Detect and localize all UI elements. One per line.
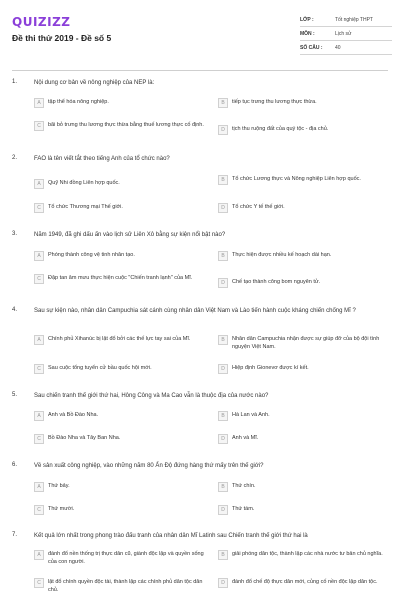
- option-text: Thứ bảy.: [48, 483, 70, 489]
- question-text: Kết quả lớn nhất trong phong trào đấu tranh của nhân dân Mĩ Latinh sau Chiến tranh thế giới thứ hai là: [34, 533, 308, 539]
- option-d[interactable]: [218, 434, 396, 448]
- option-letter: A: [34, 179, 44, 189]
- option-letter: A: [34, 251, 44, 261]
- option-text: Chính phủ Xihanúc bị lật đổ bởi các thế lực tay sai của Mĩ.: [48, 336, 191, 342]
- question-text: Sau sự kiện nào, nhân dân Campuchia sát cánh cùng nhân dân Việt Nam và Lào tiến hành cuộc kháng chiến chống Mĩ ?: [34, 308, 356, 314]
- meta-value: 40: [335, 44, 341, 51]
- question-number: 6.: [12, 462, 18, 468]
- option-letter: D: [218, 203, 228, 213]
- exam-title: Đề thi thử 2019 - Đề số 5: [12, 33, 112, 43]
- option-letter: C: [34, 578, 44, 588]
- option-text: Nhân dân Campuchia nhận được sự giúp đỡ của bộ đội tình nguyện Việt Nam.: [232, 336, 380, 350]
- meta-label: SỐ CÂU :: [300, 44, 323, 51]
- option-a[interactable]: [34, 335, 212, 355]
- option-a[interactable]: [34, 550, 212, 570]
- question-number: 3.: [12, 231, 18, 237]
- option-text: Tổ chức Lương thực và Nông nghiệp Liên hợp quốc.: [232, 176, 361, 182]
- option-text: Thực hiện được nhiều kế hoạch dài hạn.: [232, 252, 332, 258]
- option-c[interactable]: [34, 434, 212, 448]
- question-number: 1.: [12, 79, 18, 85]
- option-letter: D: [218, 434, 228, 444]
- option-text: Chế tạo thành công bom nguyên tử.: [232, 279, 321, 285]
- option-text: tiếp tục trưng thu lương thực thừa.: [232, 99, 317, 105]
- option-c[interactable]: [34, 274, 212, 294]
- question-text: Sau chiến tranh thế giới thứ hai, Hông Công và Ma Cao vẫn là thuộc địa của nước nào?: [34, 393, 269, 399]
- question-1: [12, 79, 392, 141]
- question-3: [12, 231, 392, 299]
- question-5: [12, 392, 392, 448]
- option-text: Quỹ Nhi đồng Liên hợp quốc.: [48, 180, 120, 186]
- option-c[interactable]: [34, 121, 212, 141]
- option-c[interactable]: [34, 203, 212, 217]
- option-text: Tổ chức Y tế thế giới.: [232, 204, 285, 210]
- option-text: tịch thu ruộng đất của quý tộc - địa chủ.: [232, 126, 329, 132]
- option-text: Anh và Bồ Đào Nha.: [48, 412, 99, 418]
- option-letter: D: [218, 278, 228, 288]
- option-text: Thứ tám.: [232, 506, 255, 512]
- option-text: Phóng thành công vệ tinh nhân tạo.: [48, 252, 135, 258]
- option-d[interactable]: [218, 125, 396, 139]
- option-b[interactable]: [218, 98, 396, 112]
- option-d[interactable]: [218, 578, 396, 598]
- question-number: 7.: [12, 532, 18, 538]
- option-text: lật đổ chính quyền độc tài, thành lập các chính phủ dân tộc dân chủ.: [48, 579, 203, 593]
- option-letter: C: [34, 203, 44, 213]
- option-text: đánh đổ nền thống trị thực dân cũ, giành độc lập và quyền sống của con người.: [48, 551, 204, 565]
- option-d[interactable]: [218, 278, 396, 292]
- meta-row-subject: [300, 27, 392, 41]
- option-letter: B: [218, 550, 228, 560]
- header-divider: [12, 70, 388, 71]
- option-letter: C: [34, 505, 44, 515]
- option-b[interactable]: [218, 251, 396, 265]
- meta-table: [300, 13, 392, 55]
- question-number: 4.: [12, 307, 18, 313]
- option-text: tập thể hóa nông nghiệp.: [48, 99, 109, 105]
- option-b[interactable]: [218, 175, 396, 195]
- option-letter: C: [34, 121, 44, 131]
- quizizz-logo: QUIZIZZ: [12, 15, 71, 29]
- question-number: 5.: [12, 392, 18, 398]
- question-text: Về sản xuất công nghiệp, vào những năm 80 Ấn Độ đứng hàng thứ mấy trên thế giới?: [34, 463, 264, 469]
- option-text: Hiệp định Gionevơ được kí kết.: [232, 365, 309, 371]
- option-letter: A: [34, 98, 44, 108]
- question-6: [12, 462, 392, 518]
- option-text: Thứ chín.: [232, 483, 256, 489]
- option-letter: D: [218, 364, 228, 374]
- option-letter: B: [218, 482, 228, 492]
- option-text: Sau cuộc tổng tuyển cử bầu quốc hội mới.: [48, 365, 152, 371]
- option-text: Đập tan âm mưu thực hiện cuộc "Chiến tranh lạnh" của Mĩ.: [48, 275, 193, 281]
- meta-value: Lịch sử: [335, 30, 352, 37]
- worksheet-header: [0, 0, 400, 66]
- option-b[interactable]: [218, 411, 396, 425]
- option-letter: B: [218, 335, 228, 345]
- option-c[interactable]: [34, 364, 212, 378]
- option-letter: D: [218, 505, 228, 515]
- option-letter: C: [34, 434, 44, 444]
- option-a[interactable]: [34, 179, 212, 193]
- option-letter: C: [34, 364, 44, 374]
- option-b[interactable]: [218, 550, 396, 570]
- option-d[interactable]: [218, 364, 396, 378]
- option-c[interactable]: [34, 505, 212, 519]
- meta-label: LỚP :: [300, 16, 314, 23]
- meta-value: Tốt nghiệp THPT: [335, 16, 373, 23]
- option-letter: B: [218, 251, 228, 261]
- option-letter: A: [34, 411, 44, 421]
- question-4: [12, 307, 392, 381]
- question-text: Năm 1949, đã ghi dấu ấn vào lịch sử Liên Xô bằng sự kiện nổi bật nào?: [34, 232, 226, 238]
- meta-row-class: [300, 13, 392, 27]
- question-text: Nội dung cơ bản về nông nghiệp của NEP là:: [34, 80, 155, 86]
- option-text: giải phóng dân tộc, thành lập các nhà nước tư bản chủ nghĩa.: [232, 551, 383, 557]
- option-text: bãi bỏ trưng thu lương thực thừa bằng thuế lương thực cố định.: [48, 122, 204, 128]
- meta-row-count: [300, 41, 392, 55]
- option-a[interactable]: [34, 251, 212, 265]
- option-letter: C: [34, 274, 44, 284]
- option-b[interactable]: [218, 335, 396, 355]
- option-text: Thứ mười.: [48, 506, 75, 512]
- option-a[interactable]: [34, 411, 212, 425]
- option-d[interactable]: [218, 203, 396, 217]
- option-letter: A: [34, 335, 44, 345]
- meta-label: MÔN :: [300, 30, 315, 37]
- option-text: Bồ Đào Nha và Tây Ban Nha.: [48, 435, 121, 441]
- option-letter: B: [218, 411, 228, 421]
- option-text: Hà Lan và Anh.: [232, 412, 270, 418]
- option-a[interactable]: [34, 98, 212, 112]
- option-text: đánh đổ chế độ thực dân mới, củng cố nền độc lập dân tộc.: [232, 579, 378, 585]
- option-letter: B: [218, 175, 228, 185]
- option-c[interactable]: [34, 578, 212, 598]
- option-letter: D: [218, 125, 228, 135]
- option-a[interactable]: [34, 482, 212, 496]
- option-text: Anh và Mĩ.: [232, 435, 259, 441]
- question-2: [12, 155, 392, 217]
- option-letter: A: [34, 482, 44, 492]
- option-b[interactable]: [218, 482, 396, 496]
- question-number: 2.: [12, 155, 18, 161]
- option-letter: B: [218, 98, 228, 108]
- option-letter: D: [218, 578, 228, 588]
- question-7: [12, 532, 392, 598]
- option-d[interactable]: [218, 505, 396, 519]
- option-text: Tổ chức Thương mại Thế giới.: [48, 204, 123, 210]
- option-letter: A: [34, 550, 44, 560]
- question-text: FAO là tên viết tắt theo tiếng Anh của tổ chức nào?: [34, 156, 170, 162]
